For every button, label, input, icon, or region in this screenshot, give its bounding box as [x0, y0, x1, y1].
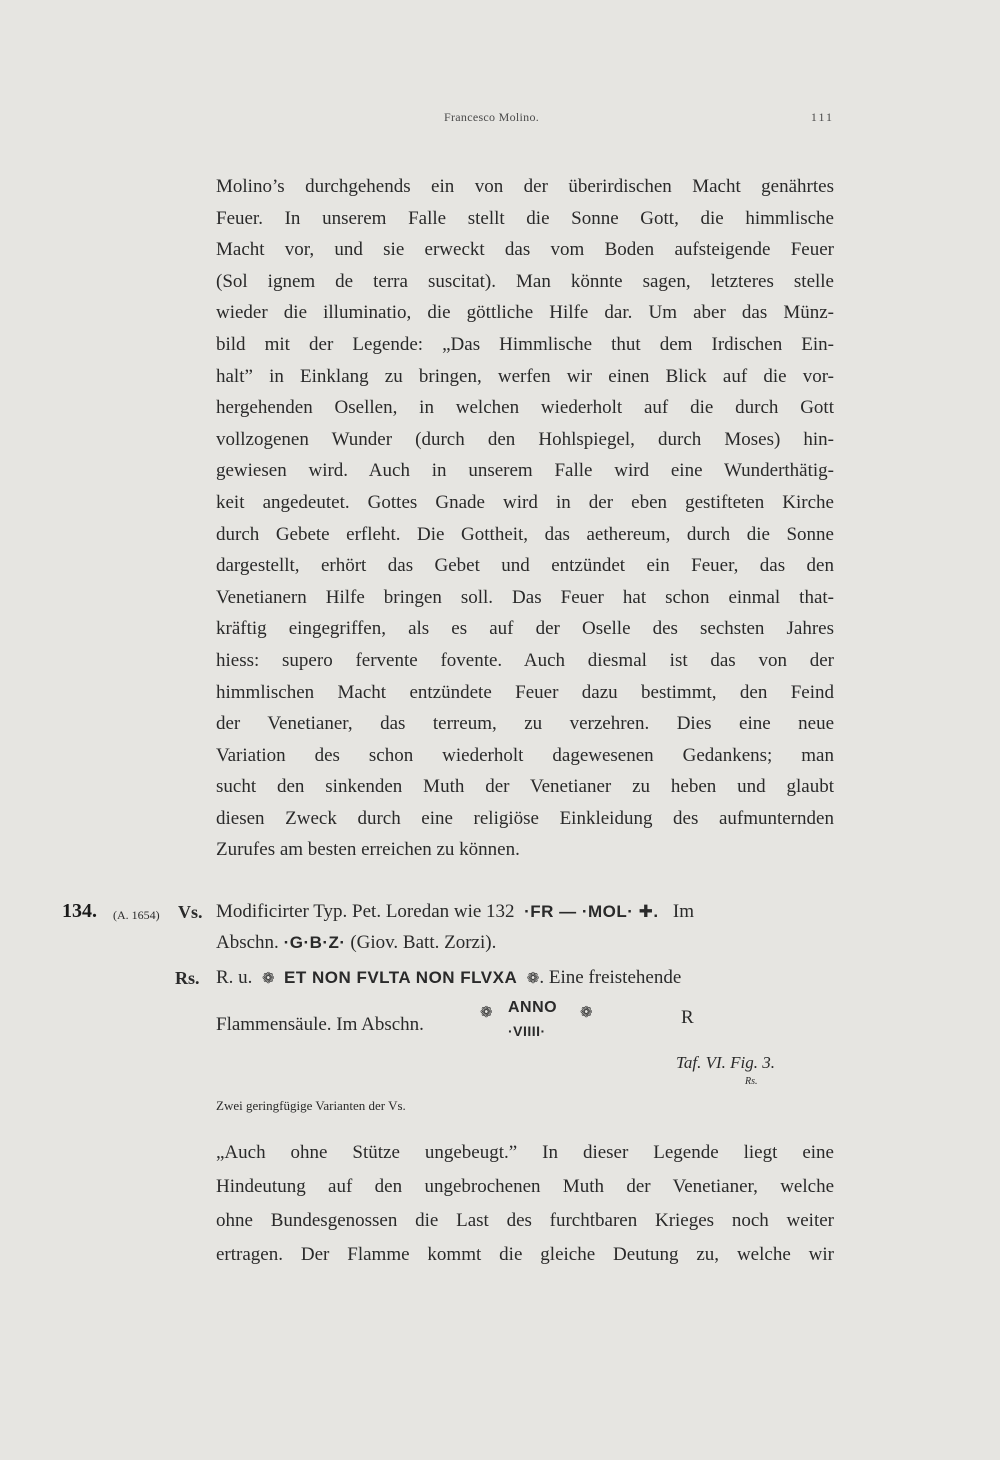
text-line: hergehenden Osellen, in welchen wiederholt auf die durch Gott [216, 397, 834, 419]
exergue-bottom: ·VIIII· [508, 1023, 546, 1039]
text-line: „Auch ohne Stütze ungebeugt.” In dieser Legende liegt eine [216, 1142, 834, 1163]
engraver-note: (Giov. Batt. Zorzi). [350, 932, 497, 953]
rosette-icon: ❁ [480, 1005, 493, 1021]
rosette-icon: ❁ [580, 1005, 593, 1021]
text-line: halt” in Einklang zu bringen, werfen wir einen Blick auf die vor- [216, 365, 834, 387]
text-line: kräftig eingegriffen, als es auf der Oselle des sechsten Jahres [216, 618, 834, 640]
entry-date: (A. 1654) [113, 908, 160, 922]
paragraph-2 [216, 1136, 834, 1272]
obverse-exergue-legend: ·G·B·Z· [283, 933, 346, 952]
text-line: ertragen. Der Flamme kommt die gleiche Deutung zu, welche wir [216, 1244, 834, 1265]
text-line: diesen Zweck durch eine religiöse Einkleidung des aufmunternden [216, 807, 834, 829]
running-title: Francesco Molino. [444, 110, 540, 124]
obverse-line-2 [216, 932, 496, 954]
reverse-legend: ET NON FVLTA NON FLVXA [284, 968, 518, 987]
text-line: Variation des schon wiederholt dagewesenen Gedankens; man [216, 744, 834, 766]
obverse-legend: ·FR — ·MOL· ✚. [524, 902, 659, 921]
plate-reference: Taf. VI. Fig. 3. [676, 1053, 776, 1072]
text-line: bild mit der Legende: „Das Himmlische thut dem Irdischen Ein- [216, 333, 834, 355]
text-line: dargestellt, erhört das Gebet und entzündet ein Feuer, das den [216, 555, 834, 577]
reverse-text: R. u. [216, 967, 253, 988]
text-line: Feuer. In unserem Falle stellt die Sonne Gott, die himmlische [216, 207, 834, 229]
reverse-line-2: Flammensäule. Im Abschn. [216, 1014, 424, 1035]
text-line: der Venetianer, das terreum, zu verzehren. Dies eine neue [216, 713, 834, 735]
reverse-text-end: . Eine freistehende [539, 967, 682, 988]
text-line: hiess: supero fervente fovente. Auch diesmal ist das von der [216, 649, 834, 671]
text-line: sucht den sinkenden Muth der Venetianer zu heben und glaubt [216, 776, 834, 798]
obverse-exergue-label: Abschn. [216, 932, 279, 953]
reverse-description [216, 967, 681, 989]
entry-number: 134. [62, 900, 97, 922]
paragraph-1 [216, 171, 834, 866]
exergue-top: ANNO [508, 999, 558, 1016]
text-line: vollzogenen Wunder (durch den Hohlspiegel, durch Moses) hin- [216, 428, 834, 450]
obverse-description [216, 901, 694, 923]
page-number: 111 [810, 110, 834, 124]
text-line: gewiesen wird. Auch in unserem Falle wird eine Wunderthätig- [216, 460, 834, 482]
text-line: Venetianern Hilfe bringen soll. Das Feuer hat schon einmal that- [216, 586, 834, 608]
text-line: Molino’s durchgehends ein von der überirdischen Macht genährtes [216, 176, 834, 197]
text-line: Zurufes am besten erreichen zu können. [216, 839, 520, 861]
text-line: (Sol ignem de terra suscitat). Man könnte sagen, letzteres stelle [216, 270, 834, 292]
text-line: ohne Bundesgenossen die Last des furchtbaren Krieges noch weiter [216, 1210, 834, 1231]
reverse-label: Rs. [175, 968, 200, 988]
plate-side: Rs. [745, 1076, 758, 1087]
text-line: Hindeutung auf den ungebrochenen Muth der Venetianer, welche [216, 1176, 834, 1197]
rosette-icon: ❁ [526, 971, 540, 987]
text-line: wieder die illuminatio, die göttliche Hilfe dar. Um aber das Münz- [216, 302, 834, 324]
obverse-text-end: Im [672, 901, 694, 922]
text-line: durch Gebete erfleht. Die Gottheit, das aethereum, durch die Sonne [216, 523, 834, 545]
rosette-icon: ❁ [261, 971, 275, 987]
obverse-label: Vs. [178, 902, 203, 922]
obverse-text: Modificirter Typ. Pet. Loredan wie 132 [216, 901, 515, 922]
text-line: himmlischen Macht entzündete Feuer dazu bestimmt, den Feind [216, 681, 834, 703]
rarity-mark: R [681, 1007, 694, 1028]
text-line: keit angedeutet. Gottes Gnade wird in der eben gestifteten Kirche [216, 491, 834, 513]
variant-note: Zwei geringfügige Varianten der Vs. [216, 1098, 406, 1113]
text-line: Macht vor, und sie erweckt das vom Boden aufsteigende Feuer [216, 239, 834, 261]
